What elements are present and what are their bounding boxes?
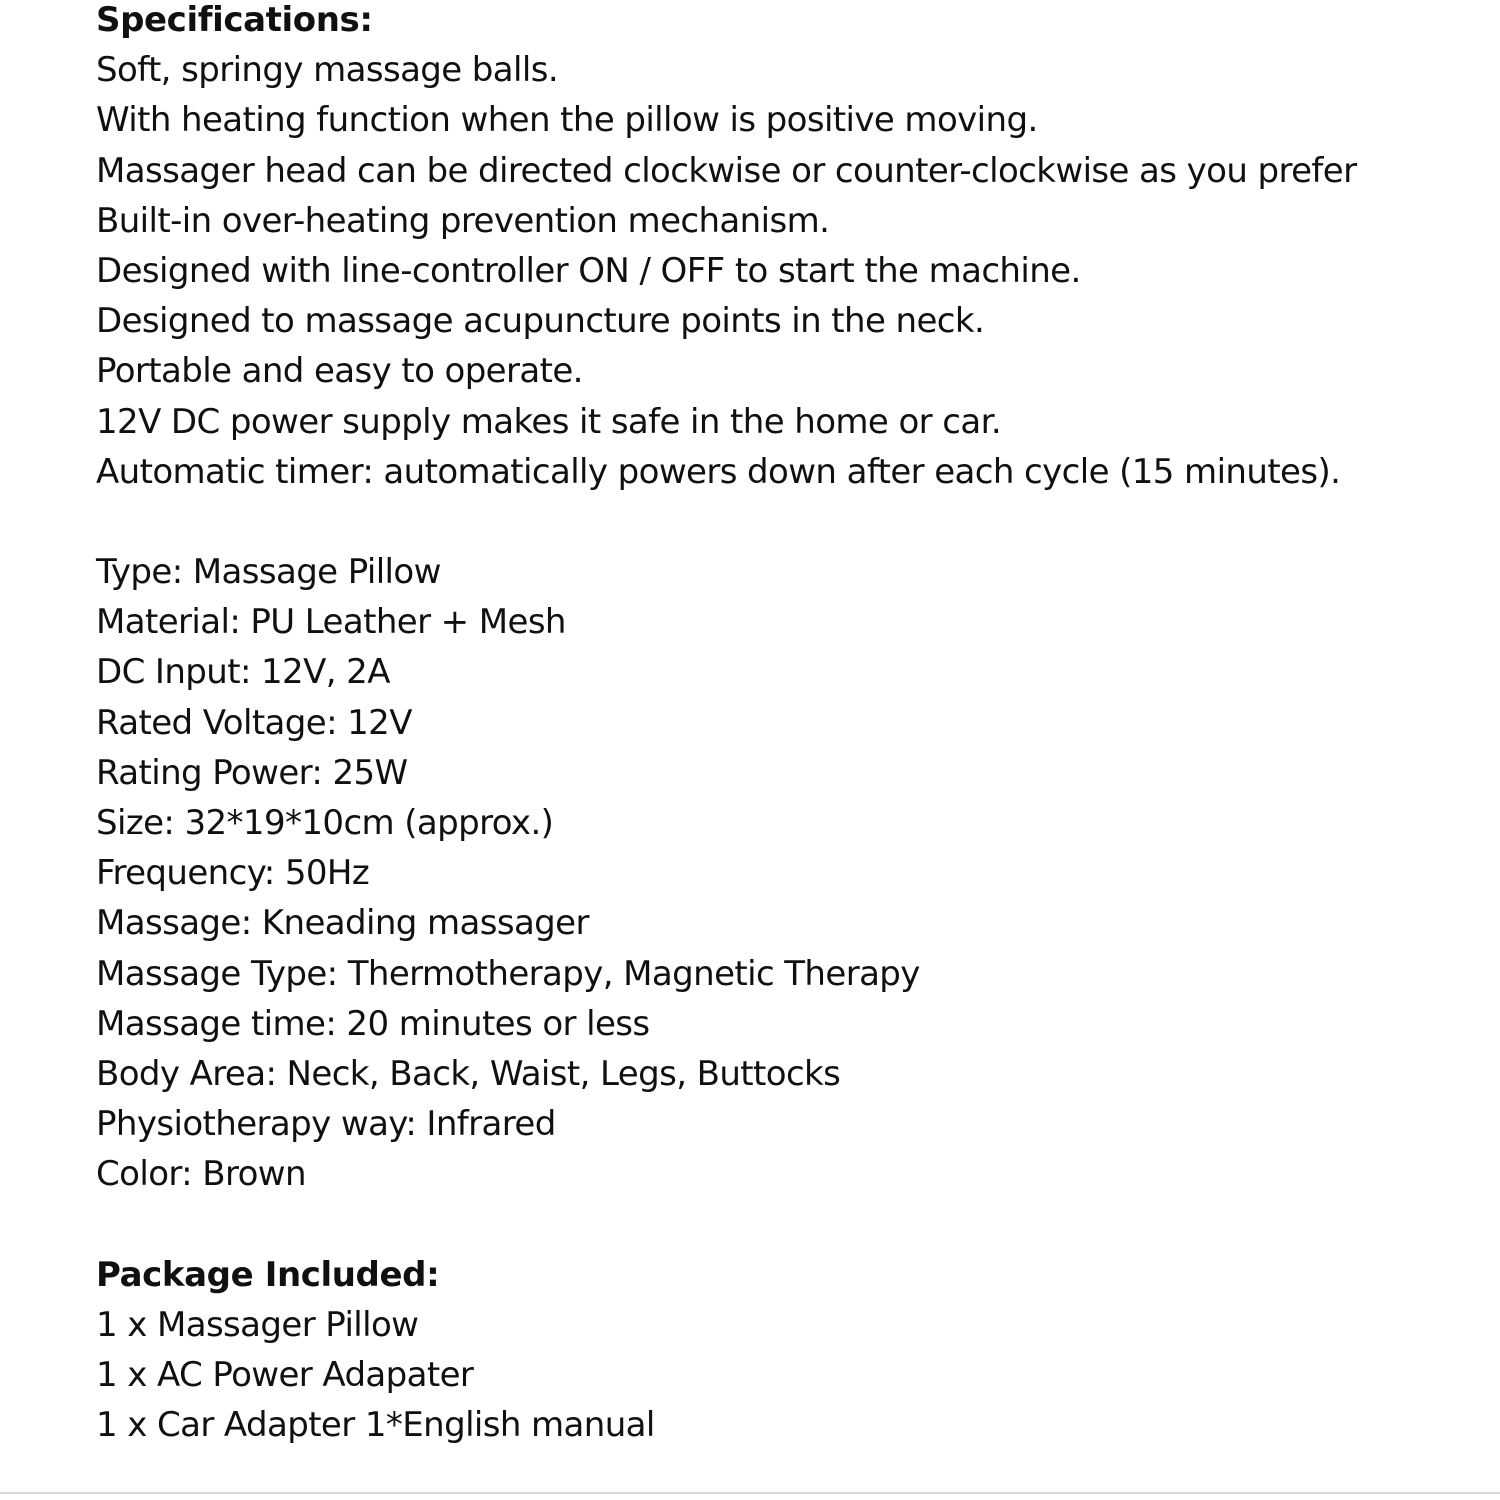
attribute-body-area: Body Area: Neck, Back, Waist, Legs, Buttocks — [96, 1053, 841, 1094]
feature-line: 12V DC power supply makes it safe in the home or car. — [96, 401, 1002, 442]
attribute-massage: Massage: Kneading massager — [96, 903, 589, 944]
feature-line: Built-in over-heating prevention mechanism. — [96, 200, 830, 241]
feature-line: Portable and easy to operate. — [96, 351, 583, 392]
feature-line: Designed with line-controller ON / OFF to start the machine. — [96, 250, 1081, 291]
feature-line: With heating function when the pillow is positive moving. — [96, 100, 1038, 141]
product-description — [96, 0, 1496, 1455]
package-item: 1 x AC Power Adapater — [96, 1355, 474, 1396]
attribute-massage-type: Massage Type: Thermotherapy, Magnetic Therapy — [96, 953, 920, 994]
feature-line: Massager head can be directed clockwise or counter-clockwise as you prefer — [96, 150, 1357, 191]
section-spacer — [96, 502, 1496, 552]
attribute-color: Color: Brown — [96, 1154, 306, 1195]
attribute-massage-time: Massage time: 20 minutes or less — [96, 1003, 650, 1044]
feature-line: Designed to massage acupuncture points in the neck. — [96, 301, 985, 342]
attribute-rating-power: Rating Power: 25W — [96, 752, 408, 793]
attribute-physiotherapy: Physiotherapy way: Infrared — [96, 1104, 556, 1145]
attribute-material: Material: PU Leather + Mesh — [96, 602, 566, 643]
attribute-type: Type: Massage Pillow — [96, 552, 441, 593]
attribute-dc-input: DC Input: 12V, 2A — [96, 652, 390, 693]
section-spacer — [96, 1205, 1496, 1255]
feature-line: Automatic timer: automatically powers down after each cycle (15 minutes). — [96, 451, 1341, 492]
specifications-heading: Specifications: — [96, 0, 373, 40]
package-heading: Package Included: — [96, 1254, 440, 1295]
divider — [0, 1492, 1500, 1494]
package-item: 1 x Massager Pillow — [96, 1304, 419, 1345]
feature-line: Soft, springy massage balls. — [96, 50, 559, 91]
attribute-rated-voltage: Rated Voltage: 12V — [96, 702, 412, 743]
attribute-frequency: Frequency: 50Hz — [96, 853, 370, 894]
package-item: 1 x Car Adapter 1*English manual — [96, 1405, 655, 1446]
attribute-size: Size: 32*19*10cm (approx.) — [96, 803, 554, 843]
